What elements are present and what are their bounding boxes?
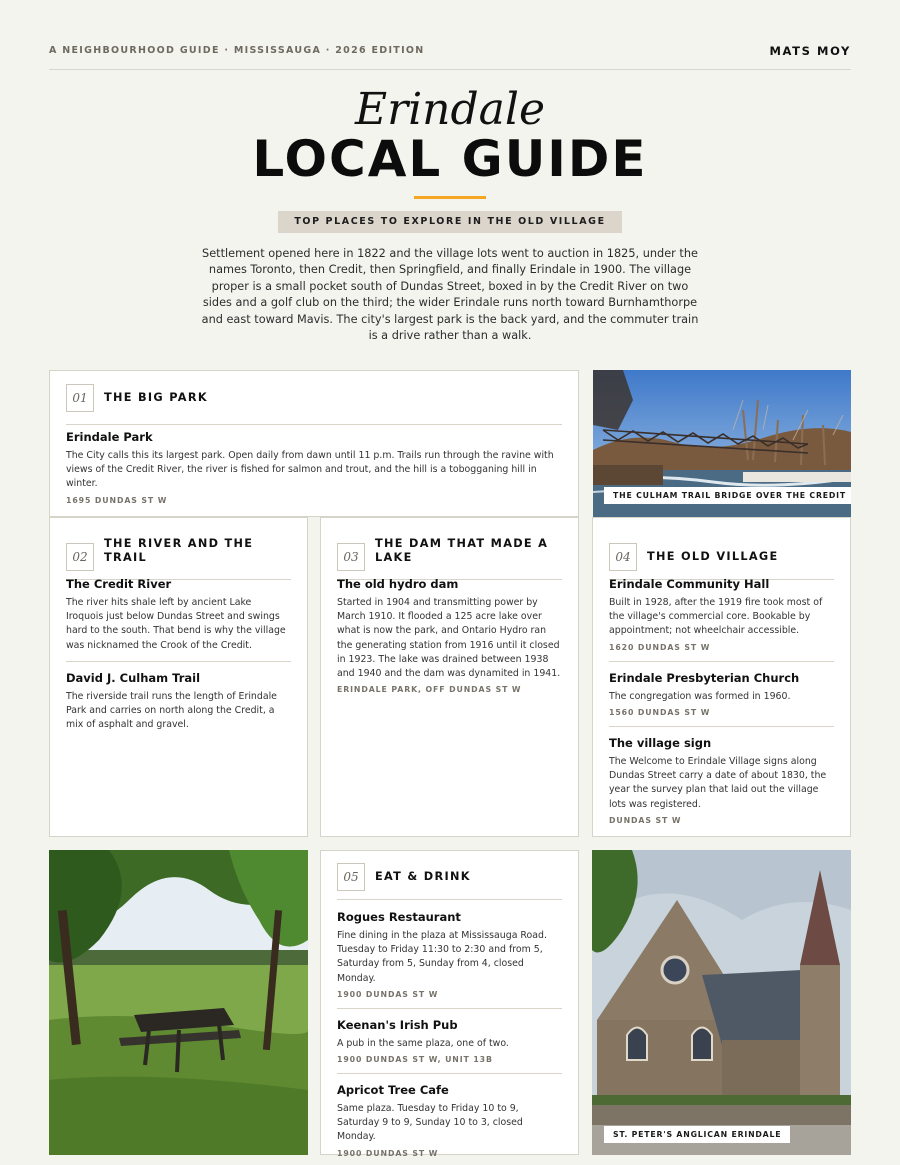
section-title: THE DAM THAT MADE A LAKE <box>375 537 549 564</box>
list-item <box>66 661 291 733</box>
section-title: EAT & DRINK <box>375 870 471 883</box>
entry-address: 1695 DUNDAS ST W <box>66 495 168 505</box>
entry-description: Started in 1904 and transmitting power by March 1910. It flooded a 125 acre lake over what is now the park, and Ontario Hydro ran the generating station from 1916 until it closed in 1923. The lake was drained between 1938 and 1940 and the dam was dynamited in 1941. <box>337 597 561 680</box>
entry-description: The congregation was formed in 1960. <box>609 691 791 702</box>
photo-caption: THE CULHAM TRAIL BRIDGE OVER THE CREDIT <box>604 487 851 504</box>
section-number: 03 <box>337 543 365 571</box>
church-photo <box>592 850 851 1155</box>
entry-description: Same plaza. Tuesday to Friday 10 to 9, Saturday 9 to 9, Sunday 10 to 3, closed Monday. <box>337 1103 523 1143</box>
photo-caption: ST. PETER'S ANGLICAN ERINDALE <box>604 1126 790 1143</box>
entry-name: The old hydro dam <box>337 577 459 591</box>
entry-address: 1900 DUNDAS ST W, UNIT 13B <box>337 1055 493 1065</box>
section-number: 05 <box>337 863 365 891</box>
list-item <box>337 1073 562 1158</box>
list-item <box>337 1008 562 1064</box>
entry-name: The Credit River <box>66 577 172 591</box>
section-card-dam <box>320 517 579 837</box>
entry-description: The City calls this its largest park. Open daily from dawn until 11 p.m. Trails run through the ravine with views of the Credit River, the river is fished for salmon and trout, and the hill is a tobogganing hill in winter. <box>66 450 554 490</box>
entry-name: Apricot Tree Cafe <box>337 1083 449 1097</box>
entry-name: Erindale Park <box>66 430 153 444</box>
masthead <box>49 44 851 70</box>
section-card-big-park <box>49 370 579 517</box>
entry-address: 1900 DUNDAS ST W <box>337 1148 439 1158</box>
list-item <box>66 577 291 653</box>
tagline-banner: TOP PLACES TO EXPLORE IN THE OLD VILLAGE <box>278 211 622 233</box>
bridge-photo <box>593 370 851 517</box>
entry-description: The river hits shale left by ancient Lake Iroquois just below Dundas Street and swings hard to the south. That bend is why the village was nicknamed the Crook of the Credit. <box>66 597 286 651</box>
list-item <box>66 430 562 505</box>
section-title: THE RIVER AND THE TRAIL <box>104 537 254 564</box>
park-photo <box>49 850 308 1155</box>
list-item <box>609 661 834 717</box>
title-accent-rule <box>414 196 486 199</box>
section-card-old-village <box>592 517 851 837</box>
section-header <box>66 530 291 580</box>
entry-name: David J. Culham Trail <box>66 671 201 685</box>
entry-name: Erindale Community Hall <box>609 577 770 591</box>
entry-name: The village sign <box>609 736 712 750</box>
author-name: MATS MOY <box>769 44 851 58</box>
list-item <box>609 577 834 652</box>
entry-description: The Welcome to Erindale Village signs along Dundas Street carry a date of about 1830, the year the survey plan that laid out the village lots was registered. <box>609 756 827 810</box>
section-card-eat-drink <box>320 850 579 1158</box>
script-title: Erindale <box>354 84 546 135</box>
intro-paragraph: Settlement opened here in 1822 and the village lots went to auction in 1825, under the names Toronto, then Credit, then Springfield, and finally Erindale in 1900. The village proper is a small pocket south of Dundas Street, boxed in by the Credit River on two sides and a golf club on the third; the wider Erindale runs north toward Burnhamthorpe and east toward Mavis. The city's largest park is the back yard, and the commuter train is a drive rather than a walk. <box>201 247 699 343</box>
entry-description: Fine dining in the plaza at Mississauga Road. Tuesday to Friday 11:30 to 2:30 and from 5, Saturday from 5, Sunday from 4, closed Monday. <box>337 930 547 984</box>
entry-address: 1560 DUNDAS ST W <box>609 708 711 718</box>
section-header <box>337 863 562 900</box>
list-item <box>609 726 834 825</box>
main-title: LOCAL GUIDE <box>252 130 648 188</box>
section-number: 01 <box>66 384 94 412</box>
section-card-river-trail <box>49 517 308 837</box>
entry-name: Keenan's Irish Pub <box>337 1018 458 1032</box>
list-item <box>337 577 562 694</box>
entry-name: Erindale Presbyterian Church <box>609 671 800 685</box>
section-number: 04 <box>609 543 637 571</box>
entry-address: 1620 DUNDAS ST W <box>609 642 711 652</box>
section-number: 02 <box>66 543 94 571</box>
entry-address: ERINDALE PARK, OFF DUNDAS ST W <box>337 685 522 695</box>
section-title: THE BIG PARK <box>104 391 208 404</box>
list-item <box>337 910 562 999</box>
entry-name: Rogues Restaurant <box>337 910 461 924</box>
entry-description: Built in 1928, after the 1919 fire took most of the village's commercial core. Bookable by appointment; not wheelchair accessible. <box>609 597 823 637</box>
edition-line: A NEIGHBOURHOOD GUIDE · MISSISSAUGA · 2026 EDITION <box>49 45 425 56</box>
entry-address: 1900 DUNDAS ST W <box>337 989 439 999</box>
entry-description: The riverside trail runs the length of Erindale Park and carries on north along the Credit, a mix of asphalt and gravel. <box>66 691 277 731</box>
entry-description: A pub in the same plaza, one of two. <box>337 1038 509 1049</box>
entry-address: DUNDAS ST W <box>609 815 682 825</box>
section-header <box>66 383 562 425</box>
section-title: THE OLD VILLAGE <box>647 550 779 563</box>
section-header <box>609 530 834 580</box>
section-header <box>337 530 562 580</box>
